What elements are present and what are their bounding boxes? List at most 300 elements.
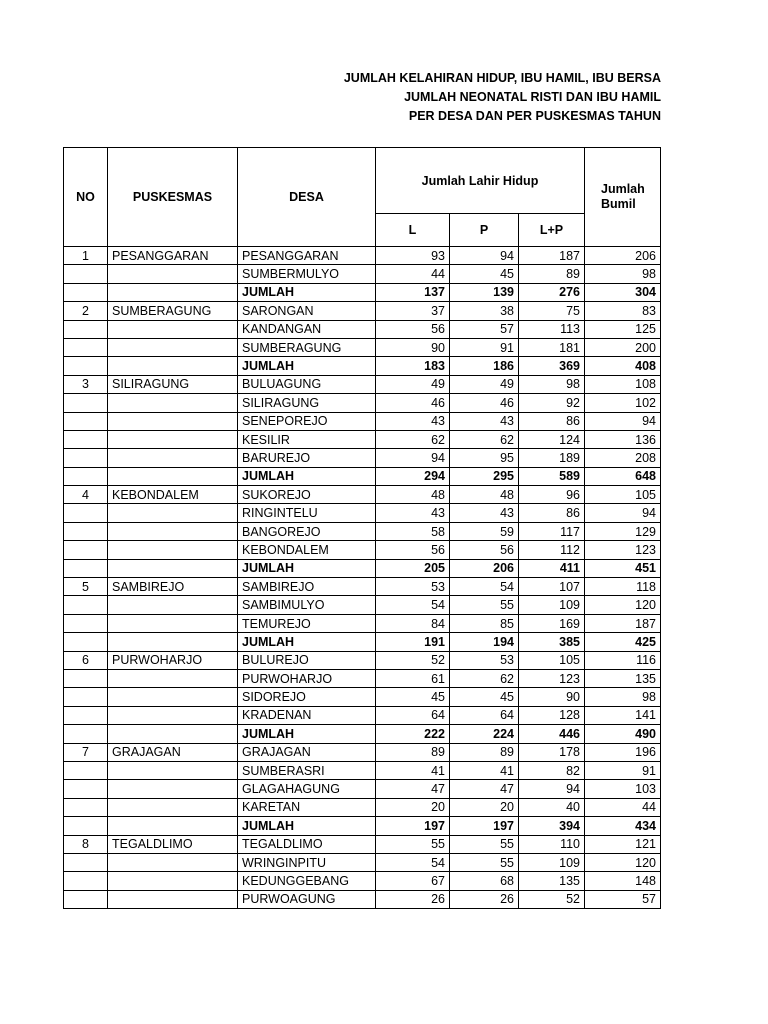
cell-lp: 109	[519, 853, 585, 871]
cell-lp: 94	[519, 780, 585, 798]
cell-p: 43	[450, 412, 519, 430]
cell-bumil: 304	[585, 283, 661, 301]
table-row	[64, 706, 661, 724]
cell-desa: SUMBERAGUNG	[238, 338, 376, 356]
cell-l: 93	[376, 247, 450, 265]
cell-no	[64, 338, 108, 356]
cell-l: 20	[376, 798, 450, 816]
table-row	[64, 614, 661, 632]
cell-p: 62	[450, 430, 519, 448]
cell-l: 56	[376, 541, 450, 559]
cell-desa: SIDOREJO	[238, 688, 376, 706]
table-row	[64, 265, 661, 283]
cell-puskesmas: KEBONDALEM	[108, 486, 238, 504]
cell-p: 197	[450, 817, 519, 835]
cell-puskesmas	[108, 669, 238, 687]
cell-bumil: 105	[585, 486, 661, 504]
cell-puskesmas	[108, 559, 238, 577]
cell-no: 5	[64, 578, 108, 596]
cell-bumil: 83	[585, 302, 661, 320]
table-row	[64, 872, 661, 890]
cell-l: 183	[376, 357, 450, 375]
cell-bumil: 44	[585, 798, 661, 816]
cell-l: 47	[376, 780, 450, 798]
cell-lp: 82	[519, 761, 585, 779]
cell-no: 6	[64, 651, 108, 669]
cell-desa: JUMLAH	[238, 817, 376, 835]
cell-lp: 75	[519, 302, 585, 320]
cell-desa: SAMBIMULYO	[238, 596, 376, 614]
table-row	[64, 375, 661, 393]
cell-l: 44	[376, 265, 450, 283]
cell-l: 43	[376, 504, 450, 522]
cell-bumil: 98	[585, 688, 661, 706]
cell-lp: 169	[519, 614, 585, 632]
cell-no	[64, 504, 108, 522]
cell-puskesmas: GRAJAGAN	[108, 743, 238, 761]
cell-p: 41	[450, 761, 519, 779]
cell-bumil: 123	[585, 541, 661, 559]
header-bumil-line-2: Bumil	[601, 197, 636, 211]
cell-bumil: 648	[585, 467, 661, 485]
cell-lp: 90	[519, 688, 585, 706]
cell-desa: KARETAN	[238, 798, 376, 816]
cell-puskesmas: SAMBIREJO	[108, 578, 238, 596]
cell-l: 94	[376, 449, 450, 467]
cell-desa: WRINGINPITU	[238, 853, 376, 871]
cell-no	[64, 706, 108, 724]
cell-bumil: 135	[585, 669, 661, 687]
table-row	[64, 835, 661, 853]
cell-no	[64, 890, 108, 908]
table-row	[64, 430, 661, 448]
cell-puskesmas	[108, 541, 238, 559]
cell-lp: 124	[519, 430, 585, 448]
cell-bumil: 490	[585, 725, 661, 743]
cell-no: 1	[64, 247, 108, 265]
cell-puskesmas: TEGALDLIMO	[108, 835, 238, 853]
table-row	[64, 357, 661, 375]
cell-bumil: 125	[585, 320, 661, 338]
cell-l: 294	[376, 467, 450, 485]
cell-lp: 105	[519, 651, 585, 669]
cell-puskesmas	[108, 633, 238, 651]
table-row	[64, 412, 661, 430]
cell-bumil: 108	[585, 375, 661, 393]
cell-lp: 52	[519, 890, 585, 908]
cell-l: 84	[376, 614, 450, 632]
cell-p: 26	[450, 890, 519, 908]
cell-no	[64, 872, 108, 890]
cell-no	[64, 688, 108, 706]
cell-p: 85	[450, 614, 519, 632]
cell-p: 91	[450, 338, 519, 356]
cell-puskesmas	[108, 890, 238, 908]
cell-puskesmas	[108, 338, 238, 356]
table-row	[64, 283, 661, 301]
table-row	[64, 596, 661, 614]
table-row	[64, 449, 661, 467]
cell-lp: 187	[519, 247, 585, 265]
cell-p: 53	[450, 651, 519, 669]
cell-p: 45	[450, 688, 519, 706]
cell-l: 54	[376, 853, 450, 871]
header-lahir-hidup: Jumlah Lahir Hidup	[376, 148, 585, 214]
cell-puskesmas	[108, 872, 238, 890]
cell-no	[64, 614, 108, 632]
header-bumil	[585, 148, 661, 247]
table-row	[64, 688, 661, 706]
cell-lp: 92	[519, 394, 585, 412]
cell-p: 43	[450, 504, 519, 522]
cell-puskesmas	[108, 449, 238, 467]
cell-no	[64, 467, 108, 485]
cell-desa: GRAJAGAN	[238, 743, 376, 761]
cell-l: 197	[376, 817, 450, 835]
cell-lp: 40	[519, 798, 585, 816]
table-row	[64, 247, 661, 265]
cell-lp: 411	[519, 559, 585, 577]
cell-p: 54	[450, 578, 519, 596]
cell-no	[64, 522, 108, 540]
cell-p: 59	[450, 522, 519, 540]
table-row	[64, 669, 661, 687]
cell-lp: 98	[519, 375, 585, 393]
cell-lp: 86	[519, 504, 585, 522]
table-row	[64, 504, 661, 522]
cell-l: 62	[376, 430, 450, 448]
cell-puskesmas	[108, 283, 238, 301]
cell-bumil: 136	[585, 430, 661, 448]
cell-no: 2	[64, 302, 108, 320]
cell-desa: TEGALDLIMO	[238, 835, 376, 853]
table-row	[64, 651, 661, 669]
cell-puskesmas	[108, 761, 238, 779]
cell-puskesmas: PESANGGARAN	[108, 247, 238, 265]
cell-p: 95	[450, 449, 519, 467]
cell-bumil: 200	[585, 338, 661, 356]
cell-puskesmas	[108, 320, 238, 338]
cell-puskesmas	[108, 504, 238, 522]
cell-bumil: 103	[585, 780, 661, 798]
cell-puskesmas	[108, 394, 238, 412]
cell-l: 191	[376, 633, 450, 651]
cell-l: 45	[376, 688, 450, 706]
cell-l: 54	[376, 596, 450, 614]
cell-lp: 112	[519, 541, 585, 559]
cell-p: 94	[450, 247, 519, 265]
cell-lp: 128	[519, 706, 585, 724]
cell-p: 20	[450, 798, 519, 816]
cell-bumil: 129	[585, 522, 661, 540]
cell-puskesmas	[108, 596, 238, 614]
cell-lp: 107	[519, 578, 585, 596]
cell-no	[64, 394, 108, 412]
title-line-1: JUMLAH KELAHIRAN HIDUP, IBU HAMIL, IBU BERSA	[343, 71, 661, 85]
cell-desa: BARUREJO	[238, 449, 376, 467]
cell-l: 90	[376, 338, 450, 356]
table-row	[64, 338, 661, 356]
cell-no	[64, 853, 108, 871]
table-row	[64, 320, 661, 338]
title-line-2: JUMLAH NEONATAL RISTI DAN IBU HAMIL	[404, 90, 661, 104]
cell-lp: 109	[519, 596, 585, 614]
cell-p: 295	[450, 467, 519, 485]
cell-puskesmas	[108, 412, 238, 430]
cell-puskesmas	[108, 614, 238, 632]
cell-puskesmas	[108, 688, 238, 706]
cell-no	[64, 320, 108, 338]
cell-puskesmas	[108, 265, 238, 283]
cell-desa: SUMBERMULYO	[238, 265, 376, 283]
cell-bumil: 116	[585, 651, 661, 669]
cell-p: 55	[450, 596, 519, 614]
table-row	[64, 890, 661, 908]
cell-no: 3	[64, 375, 108, 393]
table-row	[64, 394, 661, 412]
cell-p: 46	[450, 394, 519, 412]
cell-desa: PESANGGARAN	[238, 247, 376, 265]
cell-lp: 135	[519, 872, 585, 890]
cell-desa: JUMLAH	[238, 357, 376, 375]
cell-no: 7	[64, 743, 108, 761]
cell-no	[64, 669, 108, 687]
cell-puskesmas: SUMBERAGUNG	[108, 302, 238, 320]
cell-desa: PURWOHARJO	[238, 669, 376, 687]
table-row	[64, 302, 661, 320]
cell-bumil: 196	[585, 743, 661, 761]
cell-no	[64, 633, 108, 651]
cell-no	[64, 559, 108, 577]
cell-no	[64, 265, 108, 283]
cell-desa: BULUAGUNG	[238, 375, 376, 393]
cell-puskesmas	[108, 430, 238, 448]
cell-bumil: 57	[585, 890, 661, 908]
cell-lp: 446	[519, 725, 585, 743]
table-row	[64, 633, 661, 651]
cell-l: 46	[376, 394, 450, 412]
table-row	[64, 798, 661, 816]
cell-bumil: 121	[585, 835, 661, 853]
cell-p: 194	[450, 633, 519, 651]
cell-l: 89	[376, 743, 450, 761]
cell-l: 205	[376, 559, 450, 577]
cell-l: 26	[376, 890, 450, 908]
cell-puskesmas	[108, 522, 238, 540]
cell-puskesmas: PURWOHARJO	[108, 651, 238, 669]
cell-bumil: 187	[585, 614, 661, 632]
title-line-3: PER DESA DAN PER PUSKESMAS TAHUN	[408, 109, 661, 123]
cell-bumil: 206	[585, 247, 661, 265]
cell-l: 55	[376, 835, 450, 853]
cell-bumil: 434	[585, 817, 661, 835]
cell-bumil: 98	[585, 265, 661, 283]
cell-puskesmas: SILIRAGUNG	[108, 375, 238, 393]
cell-bumil: 120	[585, 596, 661, 614]
cell-p: 57	[450, 320, 519, 338]
table-row	[64, 486, 661, 504]
cell-l: 61	[376, 669, 450, 687]
cell-puskesmas	[108, 467, 238, 485]
header-bumil-line-1: Jumlah	[601, 182, 645, 196]
cell-no	[64, 817, 108, 835]
cell-no	[64, 357, 108, 375]
title-block	[0, 60, 661, 140]
cell-p: 89	[450, 743, 519, 761]
header-no: NO	[64, 148, 108, 247]
cell-desa: KANDANGAN	[238, 320, 376, 338]
cell-bumil: 91	[585, 761, 661, 779]
cell-no	[64, 449, 108, 467]
cell-desa: KEDUNGGEBANG	[238, 872, 376, 890]
cell-bumil: 141	[585, 706, 661, 724]
header-desa: DESA	[238, 148, 376, 247]
cell-bumil: 94	[585, 504, 661, 522]
table-row	[64, 743, 661, 761]
cell-lp: 385	[519, 633, 585, 651]
cell-desa: RINGINTELU	[238, 504, 376, 522]
cell-no	[64, 283, 108, 301]
cell-bumil: 102	[585, 394, 661, 412]
cell-no	[64, 412, 108, 430]
cell-no: 8	[64, 835, 108, 853]
cell-p: 56	[450, 541, 519, 559]
cell-no	[64, 430, 108, 448]
table-row	[64, 780, 661, 798]
cell-p: 206	[450, 559, 519, 577]
cell-p: 186	[450, 357, 519, 375]
cell-no: 4	[64, 486, 108, 504]
cell-no	[64, 725, 108, 743]
cell-bumil: 408	[585, 357, 661, 375]
cell-l: 67	[376, 872, 450, 890]
table-row	[64, 761, 661, 779]
cell-desa: SAMBIREJO	[238, 578, 376, 596]
table-row	[64, 853, 661, 871]
table-row	[64, 467, 661, 485]
cell-desa: PURWOAGUNG	[238, 890, 376, 908]
cell-lp: 369	[519, 357, 585, 375]
cell-puskesmas	[108, 817, 238, 835]
cell-p: 64	[450, 706, 519, 724]
table-row	[64, 522, 661, 540]
cell-p: 62	[450, 669, 519, 687]
cell-l: 64	[376, 706, 450, 724]
cell-l: 48	[376, 486, 450, 504]
cell-desa: JUMLAH	[238, 559, 376, 577]
cell-desa: SUKOREJO	[238, 486, 376, 504]
cell-bumil: 208	[585, 449, 661, 467]
cell-no	[64, 780, 108, 798]
cell-no	[64, 596, 108, 614]
cell-p: 45	[450, 265, 519, 283]
cell-lp: 96	[519, 486, 585, 504]
cell-puskesmas	[108, 780, 238, 798]
cell-desa: SENEPOREJO	[238, 412, 376, 430]
header-l: L	[376, 214, 450, 247]
cell-l: 41	[376, 761, 450, 779]
cell-lp: 123	[519, 669, 585, 687]
cell-desa: KEBONDALEM	[238, 541, 376, 559]
cell-desa: KRADENAN	[238, 706, 376, 724]
cell-desa: KESILIR	[238, 430, 376, 448]
cell-lp: 86	[519, 412, 585, 430]
cell-p: 49	[450, 375, 519, 393]
cell-p: 48	[450, 486, 519, 504]
cell-bumil: 118	[585, 578, 661, 596]
cell-lp: 189	[519, 449, 585, 467]
cell-p: 224	[450, 725, 519, 743]
cell-lp: 110	[519, 835, 585, 853]
table-row	[64, 578, 661, 596]
cell-desa: BANGOREJO	[238, 522, 376, 540]
cell-bumil: 451	[585, 559, 661, 577]
header-p: P	[450, 214, 519, 247]
cell-l: 52	[376, 651, 450, 669]
cell-l: 53	[376, 578, 450, 596]
cell-p: 68	[450, 872, 519, 890]
cell-p: 38	[450, 302, 519, 320]
cell-desa: SILIRAGUNG	[238, 394, 376, 412]
cell-puskesmas	[108, 357, 238, 375]
cell-desa: GLAGAHAGUNG	[238, 780, 376, 798]
cell-p: 55	[450, 853, 519, 871]
cell-lp: 89	[519, 265, 585, 283]
cell-l: 58	[376, 522, 450, 540]
cell-p: 139	[450, 283, 519, 301]
cell-lp: 117	[519, 522, 585, 540]
cell-lp: 181	[519, 338, 585, 356]
header-puskesmas: PUSKESMAS	[108, 148, 238, 247]
cell-desa: JUMLAH	[238, 633, 376, 651]
cell-no	[64, 798, 108, 816]
cell-bumil: 94	[585, 412, 661, 430]
cell-desa: JUMLAH	[238, 725, 376, 743]
cell-desa: JUMLAH	[238, 467, 376, 485]
cell-desa: JUMLAH	[238, 283, 376, 301]
cell-p: 55	[450, 835, 519, 853]
cell-no	[64, 761, 108, 779]
cell-desa: TEMUREJO	[238, 614, 376, 632]
cell-l: 49	[376, 375, 450, 393]
cell-puskesmas	[108, 725, 238, 743]
cell-desa: SUMBERASRI	[238, 761, 376, 779]
cell-bumil: 120	[585, 853, 661, 871]
table-row	[64, 541, 661, 559]
cell-l: 222	[376, 725, 450, 743]
cell-l: 37	[376, 302, 450, 320]
cell-puskesmas	[108, 706, 238, 724]
cell-lp: 394	[519, 817, 585, 835]
cell-bumil: 425	[585, 633, 661, 651]
cell-lp: 178	[519, 743, 585, 761]
table-row	[64, 559, 661, 577]
cell-lp: 276	[519, 283, 585, 301]
cell-l: 56	[376, 320, 450, 338]
cell-desa: SARONGAN	[238, 302, 376, 320]
data-table	[63, 147, 661, 909]
cell-bumil: 148	[585, 872, 661, 890]
cell-no	[64, 541, 108, 559]
header-lp: L+P	[519, 214, 585, 247]
cell-puskesmas	[108, 798, 238, 816]
cell-lp: 589	[519, 467, 585, 485]
table-row	[64, 817, 661, 835]
table-row	[64, 725, 661, 743]
cell-l: 137	[376, 283, 450, 301]
cell-p: 47	[450, 780, 519, 798]
cell-lp: 113	[519, 320, 585, 338]
